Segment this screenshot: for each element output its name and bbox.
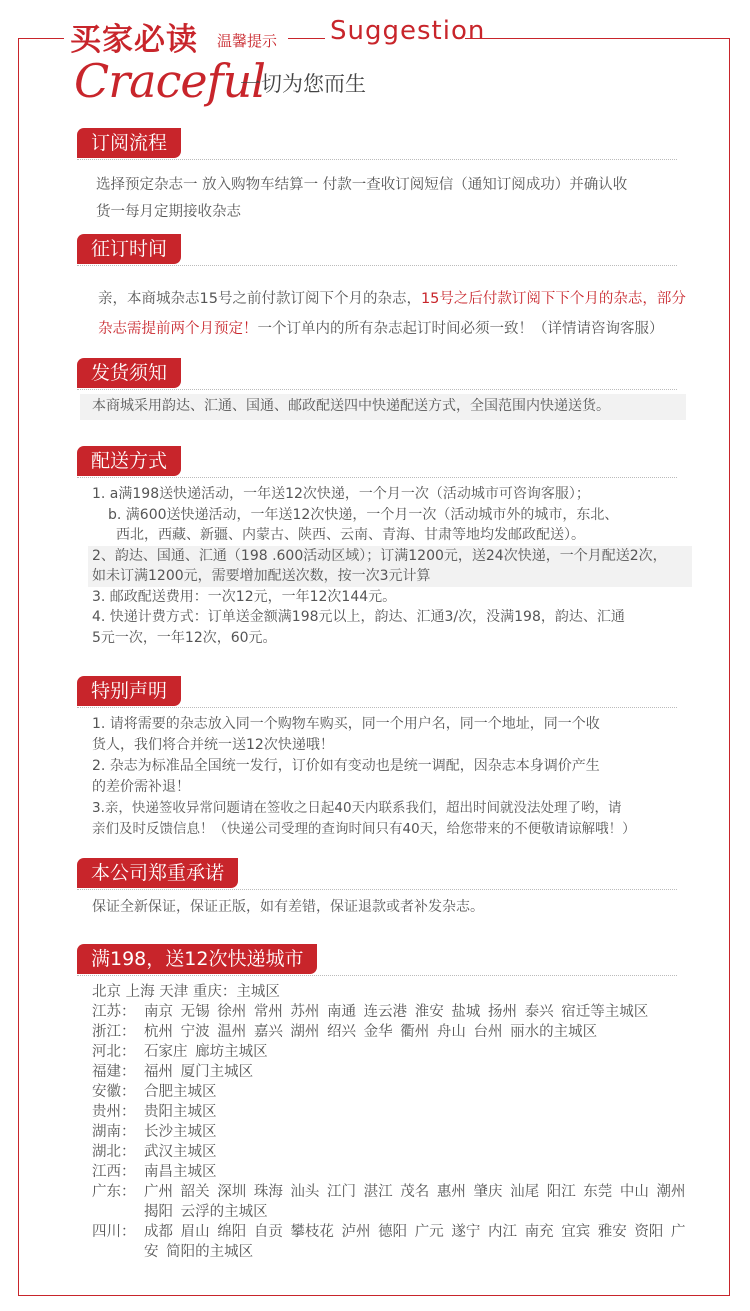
section-title: 本公司郑重承诺 (77, 858, 238, 888)
subscription-flow-text (96, 172, 696, 226)
highlight-text: 杂志需提前两个月预定！ (98, 321, 258, 337)
section-divider (77, 477, 677, 478)
text-line: 保证全新保证，保证正版，如有差错，保证退款或者补发杂志。 (92, 899, 484, 915)
province-label: 贵州： (92, 1104, 136, 1120)
city-names: 南昌主城区 (144, 1164, 217, 1180)
english-title: Suggestion (330, 16, 486, 46)
list-item (92, 1042, 692, 1062)
list-item (92, 1022, 692, 1042)
text-line: b. 满600送快递活动，一年送12次快递，一个月一次（活动城市外的城市，东北、 (108, 506, 619, 523)
special-statement-text (92, 714, 692, 840)
tagline: 一切为您而生 (240, 72, 366, 96)
section-title: 订阅流程 (77, 128, 181, 158)
list-item (92, 982, 692, 1002)
section-divider (77, 889, 677, 890)
section-divider (77, 265, 677, 266)
text-span: 亲，本商城杂志15号之前付款订阅下个月的杂志， (98, 291, 421, 307)
text-line: 如未订满1200元，需要增加配送次数，按一次3元计算 (88, 566, 692, 587)
text-line: 货一每月定期接收杂志 (96, 204, 241, 220)
section-header-delivery-method (77, 446, 677, 478)
delivery-method-text (92, 484, 692, 648)
page-title: 买家必读 (70, 22, 198, 58)
text-line: 2、韵达、国通、汇通（198 .600活动区域）；订满1200元，送24次快递，一个月配送2次， (88, 546, 692, 567)
province-label: 浙江： (92, 1024, 136, 1040)
section-divider (77, 975, 677, 976)
section-header-promise (77, 858, 677, 890)
text-line: 5元一次，一年12次，60元。 (92, 629, 277, 646)
province-label: 北京 上海 天津 重庆：主城区 (92, 984, 280, 1000)
list-item (92, 1122, 692, 1142)
list-item (92, 1062, 692, 1082)
highlight-text: 15号之后付款订阅下下个月的杂志，部分 (420, 291, 686, 307)
subscription-time-text (98, 284, 698, 344)
section-divider (77, 159, 677, 160)
city-names: 成都 眉山 绵阳 自贡 攀枝花 泸州 德阳 广元 遂宁 内江 南充 宜宾 雅安 资阳 广安 简阳的主城区 (144, 1224, 686, 1260)
section-title: 满198，送12次快递城市 (77, 944, 317, 974)
province-label: 河北： (92, 1044, 136, 1060)
section-divider (77, 707, 677, 708)
city-names: 广州 韶关 深圳 珠海 汕头 江门 湛江 茂名 惠州 肇庆 汕尾 阳江 东莞 中山 潮州 揭阳 云浮的主城区 (144, 1184, 686, 1220)
province-label: 湖北： (92, 1144, 136, 1160)
text-line: 2. 杂志为标准品全国统一发行，订价如有变动也是统一调配，因杂志本身调价产生 (92, 758, 600, 774)
section-title: 发货须知 (77, 358, 181, 388)
city-list (92, 982, 692, 1262)
province-label: 四川： (92, 1224, 136, 1240)
text-line: 的差价需补退！ (92, 779, 190, 795)
section-divider (77, 389, 677, 390)
shipping-notice-text (80, 394, 686, 420)
section-header-shipping-notice (77, 358, 677, 390)
section-title: 征订时间 (77, 234, 181, 264)
list-item (92, 1182, 692, 1222)
section-header-subscription-flow (77, 128, 677, 160)
text-line: 亲们及时反馈信息！（快递公司受理的查询时间只有40天，给您带来的不便敬请谅解哦！） (92, 821, 636, 837)
province-label: 江苏： (92, 1004, 136, 1020)
text-line: 3.亲，快递签收异常问题请在签收之日起40天内联系我们，超出时间就没法处理了哟，请 (92, 800, 622, 816)
city-names: 长沙主城区 (144, 1124, 217, 1140)
text-line: 本商城采用韵达、汇通、国通、邮政配送四中快递配送方式，全国范围内快递送货。 (92, 398, 610, 414)
text-line: 1. 请将需要的杂志放入同一个购物车购买，同一个用户名，同一个地址，同一个收 (92, 716, 600, 732)
list-item (92, 1082, 692, 1102)
graceful-logo: Craceful (74, 54, 265, 108)
text-line: 选择预定杂志一 放入购物车结算一 付款一查收订阅短信（通知订阅成功）并确认收 (96, 177, 628, 193)
text-line: 西北，西藏、新疆、内蒙古、陕西、云南、青海、甘肃等地均发邮政配送）。 (116, 527, 585, 543)
city-names: 福州 厦门主城区 (144, 1064, 254, 1080)
city-names: 南京 无锡 徐州 常州 苏州 南通 连云港 淮安 盐城 扬州 泰兴 宿迁等主城区 (144, 1004, 649, 1020)
province-label: 安徽： (92, 1084, 136, 1100)
text-span: 一个订单内的所有杂志起订时间必须一致！（详情请咨询客服） (257, 321, 664, 337)
list-item (92, 1102, 692, 1122)
text-line: 3. 邮政配送费用：一次12元，一年12次144元。 (92, 588, 397, 605)
city-names: 武汉主城区 (144, 1144, 217, 1160)
promise-text (92, 896, 692, 918)
section-title: 特别声明 (77, 676, 181, 706)
section-header-subscription-time (77, 234, 677, 266)
province-label: 江西： (92, 1164, 136, 1180)
section-title: 配送方式 (77, 446, 181, 476)
city-names: 石家庄 廊坊主城区 (144, 1044, 268, 1060)
section-header-cities (77, 944, 677, 976)
list-item (92, 1142, 692, 1162)
city-names: 合肥主城区 (144, 1084, 217, 1100)
list-item (92, 1222, 692, 1262)
province-label: 福建： (92, 1064, 136, 1080)
city-names: 杭州 宁波 温州 嘉兴 湖州 绍兴 金华 衢州 舟山 台州 丽水的主城区 (144, 1024, 598, 1040)
page-subtitle: 温馨提示 (217, 32, 278, 50)
text-line: 4. 快递计费方式：订单送金额满198元以上，韵达、汇通3/次，没满198，韵达、汇通 (92, 609, 625, 625)
list-item (92, 1002, 692, 1022)
list-item (92, 1162, 692, 1182)
text-line: 1. a满198送快递活动，一年送12次快递，一个月一次（活动城市可咨询客服）； (92, 486, 590, 502)
province-label: 湖南： (92, 1124, 136, 1140)
city-names: 贵阳主城区 (144, 1104, 217, 1120)
section-header-special-statement (77, 676, 677, 708)
text-line: 货人，我们将合并统一送12次快递哦！ (92, 737, 334, 753)
province-label: 广东： (92, 1184, 136, 1200)
